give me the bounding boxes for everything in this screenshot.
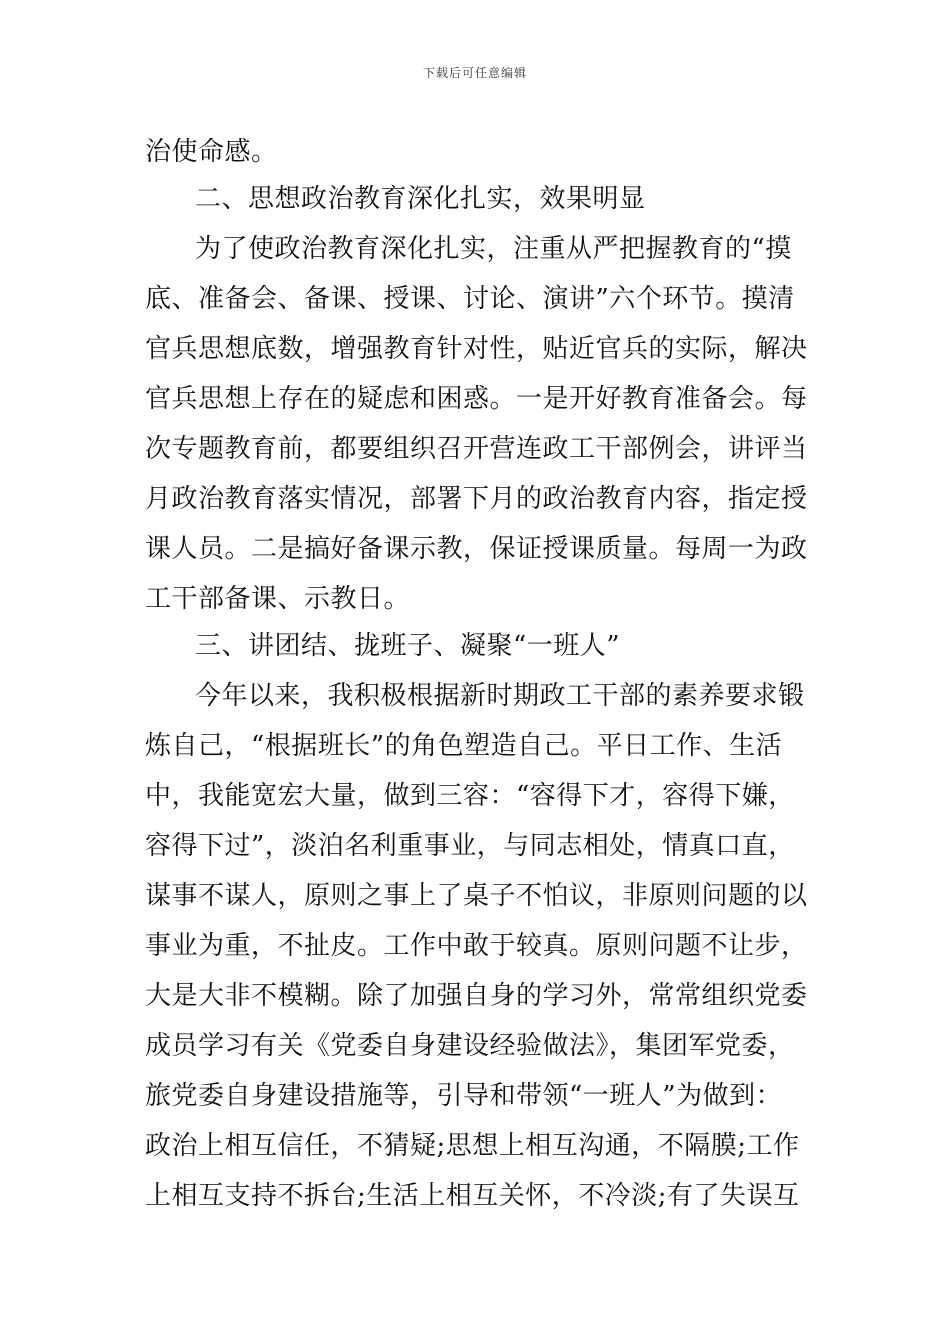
body-line: 成员学习有关《党委自身建设经验做法》，集团军党委， <box>145 1031 795 1061</box>
body-line: 上相互支持不拆台;生活上相互关怀，不冷淡;有了失误互 <box>145 1181 800 1211</box>
body-line: 课人员。二是搞好备课示教，保证授课质量。每周一为政 <box>145 534 808 564</box>
body-line: 大是大非不模糊。除了加强自身的学习外，常常组织党委 <box>145 981 808 1011</box>
body-line: 炼自己，“根据班长”的角色塑造自己。平日工作、生活 <box>145 731 783 761</box>
body-line: 治使命感。 <box>145 137 278 167</box>
body-line: 官兵思想底数，增强教育针对性，贴近官兵的实际，解决 <box>145 334 808 364</box>
body-line: 月政治教育落实情况，部署下月的政治教育内容，指定授 <box>145 484 808 514</box>
body-line: 谋事不谋人，原则之事上了桌子不怕议，非原则问题的以 <box>145 881 808 911</box>
body-line: 为了使政治教育深化扎实，注重从严把握教育的“摸 <box>195 234 792 264</box>
body-line: 容得下过”，淡泊名利重事业，与同志相处，情真口直， <box>145 831 795 861</box>
body-line: 事业为重，不扯皮。工作中敢于较真。原则问题不让步， <box>145 931 808 961</box>
body-line: 官兵思想上存在的疑虑和困惑。一是开好教育准备会。每 <box>145 384 808 414</box>
body-line: 政治上相互信任，不猜疑;思想上相互沟通，不隔膜;工作 <box>145 1131 800 1161</box>
header-note: 下载后可任意编辑 <box>422 66 527 80</box>
body-line: 工干部备课、示教日。 <box>145 584 411 614</box>
body-line: 旅党委自身建设措施等，引导和带领“一班人”为做到： <box>145 1081 783 1111</box>
body-line: 中，我能宽宏大量，做到三容：“容得下才，容得下嫌， <box>145 781 795 811</box>
section-heading-2: 二、思想政治教育深化扎实，效果明显 <box>195 184 646 214</box>
body-line: 次专题教育前，都要组织召开营连政工干部例会，讲评当 <box>145 434 808 464</box>
body-line: 底、准备会、备课、授课、讨论、演讲”六个环节。摸清 <box>145 284 795 314</box>
section-heading-3: 三、讲团结、拢班子、凝聚“一班人” <box>195 631 621 661</box>
body-line: 今年以来，我积极根据新时期政工干部的素养要求锻 <box>195 681 805 711</box>
